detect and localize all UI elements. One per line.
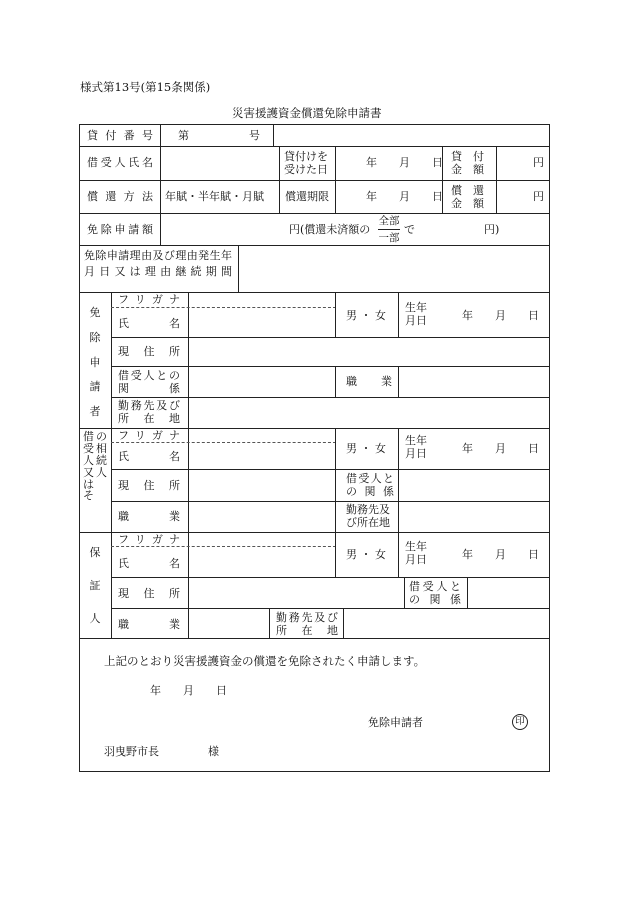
guarantor-address-label: 現住所	[118, 587, 180, 600]
applicant-section-label: 免 除 申 請 者	[89, 306, 101, 418]
guarantor-furigana-label: フリガナ	[118, 533, 180, 546]
form-title: 災害援護資金償還免除申請書	[232, 106, 382, 120]
addressee: 羽曳野市長	[104, 745, 159, 758]
guarantor-relation-label: 借受人と の関係	[409, 580, 461, 607]
repay-period-value: 年 月 日	[366, 190, 443, 203]
applicant-birth-value: 年 月 日	[462, 309, 539, 322]
applicant-occupation-label: 職業	[346, 375, 392, 388]
heir-section-label: 借 受 人 又 は そ の 相 続 人	[83, 430, 107, 503]
declaration-date: 年 月 日	[150, 684, 227, 697]
exemption-end: 円)	[484, 223, 500, 236]
guarantor-name-label: 氏名	[118, 557, 180, 570]
heir-workplace-label: 勤務先及 び所在地	[346, 503, 390, 530]
repay-method-value: 年賦・半年賦・月賦	[165, 190, 264, 203]
all-or-part: 全部 一部	[378, 215, 400, 244]
guarantor-workplace-label: 勤務先及び 所在地	[276, 611, 338, 638]
heir-name-label: 氏名	[118, 450, 180, 463]
exemption-amount-label: 免除申請額	[87, 223, 153, 236]
declaration-statement: 上記のとおり災害援護資金の償還を免除されたく申請します。	[104, 654, 426, 668]
repay-method-label: 償還方法	[87, 190, 153, 203]
loan-amount-label: 貸 付 金 額	[451, 150, 484, 177]
addressee-honorific: 様	[208, 745, 219, 758]
loan-number-suffix: 号	[249, 129, 260, 142]
repay-period-label: 償還期限	[285, 190, 329, 203]
applicant-workplace-label: 勤務先及び 所在地	[118, 399, 180, 426]
loan-number-label: 貸付番号	[87, 129, 153, 142]
applicant-address-label: 現住所	[118, 345, 180, 358]
seal-mark: 印	[512, 714, 528, 730]
loan-date-value: 年 月 日	[366, 156, 443, 169]
exemption-amount-text: 円(償還未済額の	[289, 223, 371, 236]
applicant-relation-label: 借受人との 関係	[118, 369, 180, 396]
guarantor-birth-value: 年 月 日	[462, 548, 539, 561]
applicant-name-label: 氏名	[118, 317, 180, 330]
all-part-divider	[378, 229, 400, 230]
applicant-birth-label: 生年 月日	[405, 301, 427, 328]
guarantor-section-label: 保 証 人	[89, 546, 101, 625]
loan-amount-yen: 円	[533, 156, 544, 169]
exemption-de: で	[404, 223, 415, 236]
heir-address-label: 現住所	[118, 479, 180, 492]
applicant-gender: 男 ・ 女	[346, 309, 386, 322]
loan-date-label: 貸付けを 受けた日	[284, 150, 328, 177]
guarantor-occupation-label: 職業	[118, 618, 180, 631]
signatory-label: 免除申請者	[368, 716, 423, 729]
heir-occupation-label: 職業	[118, 510, 180, 523]
repay-amount-yen: 円	[533, 190, 544, 203]
guarantor-gender: 男 ・ 女	[346, 548, 386, 561]
guarantor-birth-label: 生年 月日	[405, 540, 427, 567]
heir-birth-value: 年 月 日	[462, 442, 539, 455]
heir-furigana-label: フリガナ	[118, 429, 180, 442]
reason-label: 免除申請理由及び理由発生年月日又は理由継続期間	[84, 249, 232, 278]
borrower-name-label: 借受人氏名	[87, 156, 153, 169]
applicant-furigana-label: フリガナ	[118, 293, 180, 306]
loan-number-prefix: 第	[178, 129, 189, 142]
heir-gender: 男 ・ 女	[346, 442, 386, 455]
form-number: 様式第13号(第15条関係)	[80, 80, 211, 94]
heir-relation-label: 借受人と の関係	[346, 472, 394, 499]
repay-amount-label: 償 還 金 額	[451, 184, 484, 211]
heir-birth-label: 生年 月日	[405, 434, 427, 461]
